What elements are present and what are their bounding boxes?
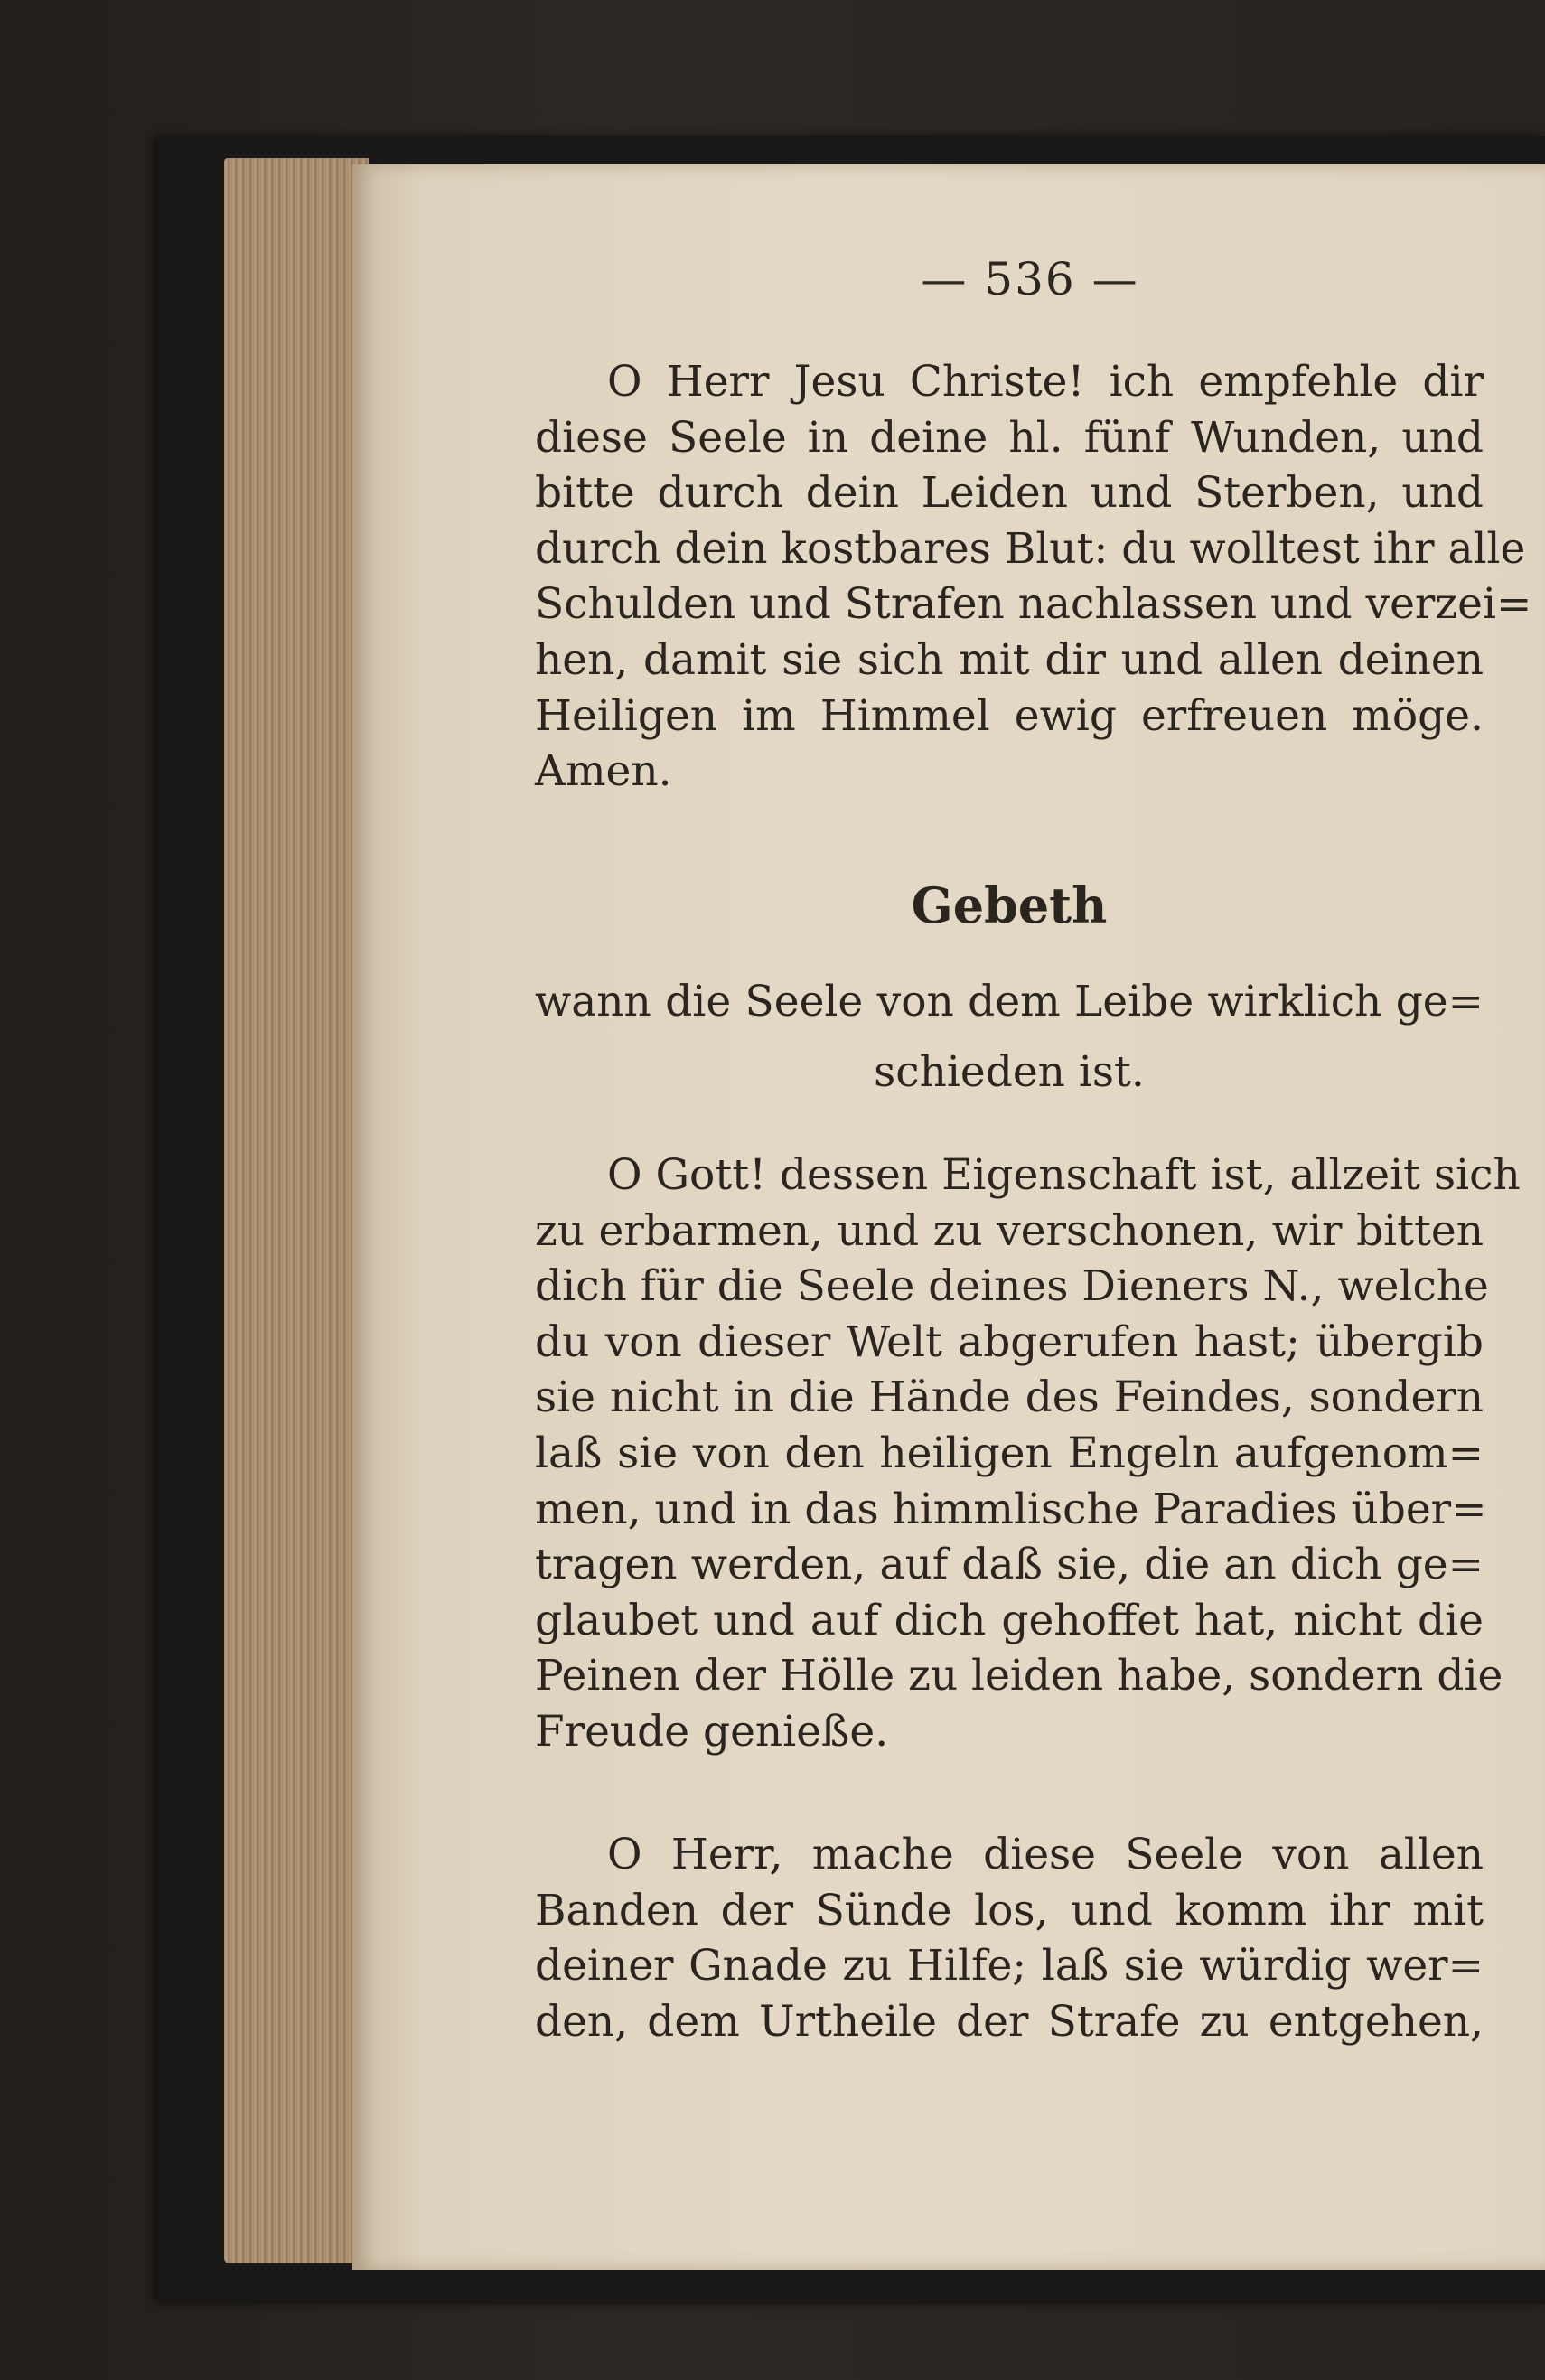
paragraph-2	[535, 1148, 1521, 1760]
text-line: Freude genieße.	[535, 1706, 889, 1757]
section-subheading	[535, 967, 1484, 1108]
text-line: wann die Seele von dem Leibe wirklich ge=	[535, 977, 1484, 1026]
text-line: sie nicht in die Hände des Feindes, sondern	[535, 1373, 1484, 1423]
section-heading: Gebeth	[911, 876, 1108, 934]
text-line: Schulden und Strafen nachlassen und verzei=	[535, 579, 1532, 630]
text-line: tragen werden, auf daß sie, die an dich ge=	[535, 1540, 1484, 1590]
text-line: glaubet und auf dich gehoffet hat, nicht die	[535, 1595, 1484, 1645]
text-line: Amen.	[535, 746, 672, 797]
text-line: schieden ist.	[874, 1047, 1145, 1097]
text-line: diese Seele in deine hl. fünf Wunden, und	[535, 412, 1484, 463]
text-line: laß sie von den heiligen Engeln aufgenom=	[535, 1428, 1484, 1478]
text-line: hen, damit sie sich mit dir und allen deinen	[535, 634, 1484, 685]
paragraph-3	[535, 1827, 1484, 2049]
page-number: — 536 —	[921, 253, 1139, 305]
text-line: deiner Gnade zu Hilfe; laß sie würdig wer=	[535, 1941, 1484, 1991]
text-line: O Herr, mache diese Seele von allen	[607, 1830, 1484, 1879]
paragraph-1	[535, 354, 1532, 800]
text-line: Peinen der Hölle zu leiden habe, sondern die	[535, 1651, 1503, 1701]
text-line: Heiligen im Himmel ewig erfreuen möge.	[535, 690, 1484, 741]
text-line: du von dieser Welt abgerufen hast; übergib	[535, 1316, 1484, 1367]
text-line: Banden der Sünde los, und komm ihr mit	[535, 1885, 1484, 1935]
page-edges	[224, 158, 369, 2263]
text-line: bitte durch dein Leiden und Sterben, und	[535, 468, 1484, 519]
text-line: zu erbarmen, und zu verschonen, wir bitten	[535, 1205, 1484, 1256]
text-line: dich für die Seele deines Dieners N., welche	[535, 1261, 1489, 1312]
text-line: O Herr Jesu Christe! ich empfehle dir	[607, 357, 1484, 407]
text-line: men, und in das himmlische Paradies über=	[535, 1484, 1487, 1534]
text-line: O Gott! dessen Eigenschaft ist, allzeit sich	[607, 1150, 1521, 1200]
text-line: durch dein kostbares Blut: du wolltest ihr alle	[535, 523, 1526, 574]
text-line: den, dem Urtheile der Strafe zu entgehen,	[535, 1996, 1484, 2047]
